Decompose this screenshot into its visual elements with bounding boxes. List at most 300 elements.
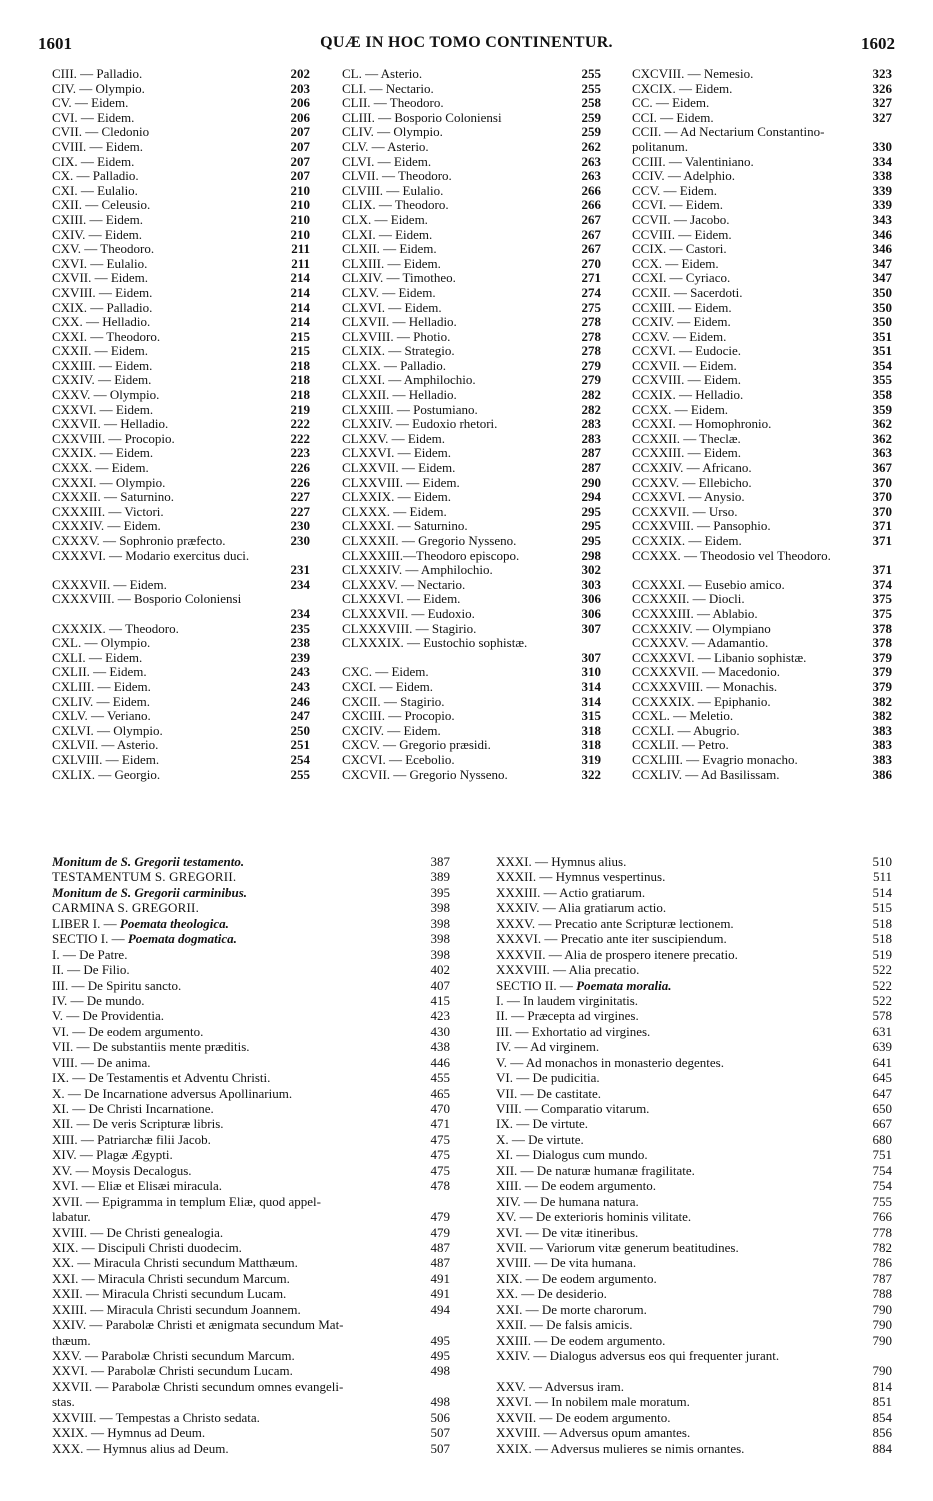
toc-entry-page: 222 bbox=[290, 430, 310, 446]
toc-entry-page: 479 bbox=[430, 1224, 450, 1240]
toc-entry-title: CXXXVI. — Modario exercitus duci. bbox=[52, 548, 250, 563]
toc-entry bbox=[632, 198, 892, 213]
toc-entry-page: 359 bbox=[872, 401, 892, 417]
toc-entry-page: 522 bbox=[872, 962, 892, 978]
toc-entry-page: 243 bbox=[290, 678, 310, 694]
toc-entry-page: 455 bbox=[430, 1070, 450, 1086]
toc-entry-title: CCXXX. — Theodosio vel Theodoro. bbox=[632, 548, 831, 563]
toc-entry bbox=[496, 1271, 892, 1286]
toc-entry-title: CLXXIII. — Postumiano. bbox=[342, 402, 478, 417]
toc-entry-page: 230 bbox=[290, 533, 310, 548]
toc-entry-page: 851 bbox=[872, 1394, 892, 1410]
toc-entry-page: 207 bbox=[290, 138, 310, 154]
toc-entry-page: 578 bbox=[872, 1008, 892, 1024]
toc-entry-page: 298 bbox=[581, 547, 601, 563]
toc-entry-title: XXXVII. — Alia de prospero itenere precatio. bbox=[496, 946, 738, 962]
toc-entry-title: CLXXXIV. — Amphilochio. bbox=[342, 563, 493, 578]
toc-entry bbox=[496, 1363, 892, 1378]
toc-entry bbox=[342, 680, 601, 695]
toc-entry-page: 346 bbox=[872, 241, 892, 257]
toc-entry-title: XIII. — De eodem argumento. bbox=[496, 1178, 657, 1194]
toc-entry-page: 307 bbox=[581, 620, 601, 636]
toc-entry-title: XV. — Moysis Decalogus. bbox=[52, 1162, 192, 1178]
toc-entry bbox=[342, 242, 601, 257]
toc-entry bbox=[632, 549, 892, 564]
toc-entry-title: XXXII. — Hymnus vespertinus. bbox=[496, 869, 666, 885]
toc-entry bbox=[496, 1394, 892, 1409]
toc-entry-title: CLXXXVIII. — Stagirio. bbox=[342, 621, 477, 636]
toc-entry bbox=[52, 1132, 450, 1147]
toc-entry-title: VI. — De eodem argumento. bbox=[52, 1023, 204, 1039]
toc-entry bbox=[496, 1055, 892, 1070]
toc-entry-page: 318 bbox=[581, 737, 601, 753]
toc-entry-title: CARMINA S. GREGORII. bbox=[52, 900, 200, 916]
toc-entry-page: 479 bbox=[430, 1209, 450, 1225]
toc-entry bbox=[632, 607, 892, 622]
toc-entry bbox=[342, 301, 601, 316]
toc-entry-title: CXIV. — Eidem. bbox=[52, 227, 143, 242]
toc-entry-title: CCXI. — Cyriaco. bbox=[632, 271, 731, 286]
toc-entry-title: XXVII. — Parabolæ Christi secundum omnes evangeli- bbox=[52, 1378, 344, 1394]
toc-entry-page: 507 bbox=[430, 1440, 450, 1456]
toc-entry-title: stas. bbox=[52, 1394, 75, 1410]
toc-entry bbox=[52, 388, 310, 403]
toc-entry bbox=[632, 228, 892, 243]
toc-entry bbox=[52, 242, 310, 257]
toc-entry bbox=[632, 373, 892, 388]
toc-entry-title: XVIII. — De vita humana. bbox=[496, 1255, 637, 1271]
toc-entry-page: 278 bbox=[581, 343, 601, 359]
toc-entry-title: CXXVIII. — Procopio. bbox=[52, 431, 175, 446]
toc-entry-title: CLXXXIII.—Theodoro episcopo. bbox=[342, 548, 520, 563]
toc-entry-page: 514 bbox=[872, 884, 892, 900]
toc-entry-title: CCXLIII. — Evagrio monacho. bbox=[632, 752, 798, 767]
toc-entry-page: 334 bbox=[872, 153, 892, 169]
toc-entry-page: 755 bbox=[872, 1193, 892, 1209]
toc-entry bbox=[342, 155, 601, 170]
toc-entry bbox=[632, 724, 892, 739]
toc-entry-page: 338 bbox=[872, 168, 892, 184]
toc-top-column-3 bbox=[632, 67, 892, 782]
toc-entry-title: labatur. bbox=[52, 1209, 91, 1225]
toc-entry-title: CLXXIV. — Eudoxio rhetori. bbox=[342, 417, 498, 432]
toc-entry-title: CCXIX. — Helladio. bbox=[632, 388, 744, 403]
toc-entry bbox=[342, 534, 601, 549]
toc-entry bbox=[342, 315, 601, 330]
toc-entry bbox=[632, 563, 892, 578]
toc-entry-page: 518 bbox=[872, 915, 892, 931]
toc-entry bbox=[342, 665, 601, 680]
toc-entry-title: XXIV. — Parabolæ Christi et ænigmata secundum Mat- bbox=[52, 1317, 344, 1333]
toc-entry-title: CXCIV. — Eidem. bbox=[342, 723, 441, 738]
toc-entry-page: 267 bbox=[581, 226, 601, 242]
toc-entry-page: 465 bbox=[430, 1085, 450, 1101]
toc-entry-page: 263 bbox=[581, 168, 601, 184]
toc-entry-page: 246 bbox=[290, 693, 310, 709]
toc-entry-title: CXLIV. — Eidem. bbox=[52, 694, 150, 709]
toc-entry-title: IX. — De virtute. bbox=[496, 1116, 589, 1132]
toc-entry bbox=[52, 228, 310, 243]
toc-entry-page: 210 bbox=[290, 197, 310, 213]
toc-entry bbox=[632, 432, 892, 447]
toc-entry-page: 475 bbox=[430, 1131, 450, 1147]
toc-entry-page: 327 bbox=[872, 95, 892, 111]
toc-entry-page: 226 bbox=[290, 460, 310, 476]
toc-entry-page: 487 bbox=[430, 1239, 450, 1255]
toc-entry bbox=[52, 1163, 450, 1178]
toc-entry-page: 751 bbox=[872, 1147, 892, 1163]
toc-entry bbox=[52, 1255, 450, 1270]
toc-entry-page: 778 bbox=[872, 1224, 892, 1240]
toc-entry-page: 398 bbox=[430, 931, 450, 947]
toc-entry-page: 306 bbox=[581, 591, 601, 607]
toc-entry-page: 379 bbox=[872, 649, 892, 665]
toc-entry bbox=[632, 96, 892, 111]
toc-entry-title: CL. — Asterio. bbox=[342, 67, 423, 81]
toc-entry-title: XXII. — De falsis amicis. bbox=[496, 1317, 633, 1333]
toc-entry-title: CCXXXIX. — Epiphanio. bbox=[632, 694, 771, 709]
toc-entry-title: CCI. — Eidem. bbox=[632, 110, 714, 125]
toc-entry bbox=[52, 549, 310, 564]
toc-entry-title bbox=[496, 1363, 834, 1378]
toc-entry bbox=[496, 1178, 892, 1193]
toc-entry-title: CLIX. — Theodoro. bbox=[342, 198, 449, 213]
toc-entry-page: 350 bbox=[872, 314, 892, 330]
toc-entry-page: 227 bbox=[290, 503, 310, 519]
toc-entry bbox=[496, 1101, 892, 1116]
toc-entry-page: 250 bbox=[290, 722, 310, 738]
toc-entry-title: XVII. — Epigramma in templum Eliæ, quod appel- bbox=[52, 1193, 321, 1209]
toc-entry-page: 203 bbox=[290, 80, 310, 96]
toc-entry-title: CVII. — Cledonio bbox=[52, 125, 150, 140]
toc-entry bbox=[496, 1116, 892, 1131]
toc-entry-page: 358 bbox=[872, 387, 892, 403]
toc-entry-page: 389 bbox=[430, 869, 450, 885]
toc-entry bbox=[52, 753, 310, 768]
toc-entry-title: CXXVI. — Eidem. bbox=[52, 402, 154, 417]
toc-entry-page: 522 bbox=[872, 992, 892, 1008]
toc-entry bbox=[52, 505, 310, 520]
toc-entry bbox=[52, 315, 310, 330]
toc-entry-page: 362 bbox=[872, 430, 892, 446]
toc-entry bbox=[632, 359, 892, 374]
toc-entry-page: 351 bbox=[872, 328, 892, 344]
toc-entry bbox=[52, 680, 310, 695]
toc-entry-title: CXLVIII. — Eidem. bbox=[52, 752, 160, 767]
running-header bbox=[38, 34, 895, 56]
toc-entry-page: 446 bbox=[430, 1054, 450, 1070]
toc-entry-title: V. — De Providentia. bbox=[52, 1008, 165, 1024]
toc-entry-title: XXVIII. — Tempestas a Christo sedata. bbox=[52, 1409, 260, 1425]
toc-entry-title: CLXVIII. — Photio. bbox=[342, 329, 451, 344]
toc-entry-page: 387 bbox=[430, 854, 450, 869]
toc-entry-title: CLIII. — Bosporio Coloniensi bbox=[342, 110, 502, 125]
toc-entry-title: CLV. — Asterio. bbox=[342, 139, 429, 154]
toc-entry bbox=[52, 709, 310, 724]
toc-entry-title: XXVI. — Parabolæ Christi secundum Lucam. bbox=[52, 1363, 293, 1379]
toc-entry bbox=[342, 330, 601, 345]
toc-entry bbox=[52, 578, 310, 593]
toc-entry-page: 262 bbox=[581, 138, 601, 154]
toc-entry bbox=[342, 184, 601, 199]
toc-entry-title: CLXXXVII. — Eudoxio. bbox=[342, 606, 475, 621]
toc-entry-title: CLXXIX. — Eidem. bbox=[342, 490, 452, 505]
toc-entry-page: 438 bbox=[430, 1039, 450, 1055]
toc-entry-title: CXL. — Olympio. bbox=[52, 636, 151, 651]
toc-entry-title: CCXXVII. — Urso. bbox=[632, 504, 738, 519]
toc-entry-title: CXXVII. — Helladio. bbox=[52, 417, 169, 432]
toc-entry bbox=[52, 993, 450, 1008]
toc-entry bbox=[52, 651, 310, 666]
toc-entry-title: VII. — De substantiis mente præditis. bbox=[52, 1039, 250, 1055]
toc-entry-title: CXCVIII. — Nemesio. bbox=[632, 67, 754, 81]
toc-entry bbox=[52, 978, 450, 993]
toc-entry bbox=[52, 67, 310, 82]
toc-entry bbox=[496, 962, 892, 977]
toc-entry bbox=[52, 768, 310, 783]
toc-entry bbox=[496, 993, 892, 1008]
toc-entry-title: CLXXI. — Amphilochio. bbox=[342, 373, 476, 388]
toc-entry bbox=[52, 636, 310, 651]
toc-entry bbox=[342, 651, 601, 666]
toc-entry bbox=[496, 1147, 892, 1162]
toc-entry-title: CCXXXIII. — Ablabio. bbox=[632, 606, 758, 621]
toc-entry-page: 339 bbox=[872, 182, 892, 198]
toc-entry bbox=[496, 869, 892, 884]
toc-entry-title: CCXLI. — Abugrio. bbox=[632, 723, 740, 738]
toc-entry-page: 786 bbox=[872, 1255, 892, 1271]
toc-entry-page: 218 bbox=[290, 372, 310, 388]
toc-entry bbox=[52, 622, 310, 637]
toc-entry-page: 402 bbox=[430, 962, 450, 978]
toc-entry bbox=[342, 505, 601, 520]
toc-entry bbox=[496, 1240, 892, 1255]
toc-entry-title: CCX. — Eidem. bbox=[632, 256, 719, 271]
toc-entry bbox=[52, 1317, 450, 1332]
toc-entry-page: 423 bbox=[430, 1008, 450, 1024]
toc-entry bbox=[496, 1225, 892, 1240]
toc-entry bbox=[52, 1333, 450, 1348]
toc-entry-page: 251 bbox=[290, 737, 310, 753]
toc-entry bbox=[52, 1286, 450, 1301]
toc-entry bbox=[52, 738, 310, 753]
toc-entry-page: 854 bbox=[872, 1409, 892, 1425]
toc-entry-title: CLXXXI. — Saturnino. bbox=[342, 519, 468, 534]
toc-entry-page: 279 bbox=[581, 372, 601, 388]
toc-entry-title: CXXX. — Eidem. bbox=[52, 461, 149, 476]
toc-entry-title: CXXII. — Eidem. bbox=[52, 344, 149, 359]
toc-entry-page: 214 bbox=[290, 284, 310, 300]
toc-entry-page: 382 bbox=[872, 708, 892, 724]
toc-entry bbox=[52, 461, 310, 476]
toc-entry bbox=[496, 1070, 892, 1085]
toc-entry bbox=[52, 885, 450, 900]
toc-entry-title: XI. — Dialogus cum mundo. bbox=[496, 1147, 648, 1163]
toc-entry-page: 270 bbox=[581, 255, 601, 271]
toc-entry-title: XXI. — Miracula Christi secundum Marcum. bbox=[52, 1270, 290, 1286]
toc-entry-page: 283 bbox=[581, 430, 601, 446]
toc-entry-title: CXV. — Theodoro. bbox=[52, 242, 155, 257]
toc-entry-title: CXLII. — Eidem. bbox=[52, 665, 147, 680]
toc-entry-page: 307 bbox=[581, 649, 601, 665]
toc-entry-title: CXII. — Celeusio. bbox=[52, 198, 151, 213]
toc-entry-title: CXLIII. — Eidem. bbox=[52, 679, 151, 694]
toc-entry-page: 347 bbox=[872, 270, 892, 286]
toc-entry-title: CXX. — Helladio. bbox=[52, 315, 151, 330]
toc-entry-title: XIV. — Plagæ Ægypti. bbox=[52, 1147, 173, 1163]
toc-entry-page: 347 bbox=[872, 255, 892, 271]
toc-entry bbox=[496, 854, 892, 869]
toc-entry bbox=[342, 578, 601, 593]
toc-entry-page: 491 bbox=[430, 1270, 450, 1286]
toc-entry bbox=[632, 213, 892, 228]
toc-entry-page: 374 bbox=[872, 576, 892, 592]
toc-entry-page: 343 bbox=[872, 211, 892, 227]
toc-entry-title: CLVII. — Theodoro. bbox=[342, 169, 452, 184]
toc-entry-page: 214 bbox=[290, 314, 310, 330]
toc-entry bbox=[52, 125, 310, 140]
toc-entry-page: 282 bbox=[581, 387, 601, 403]
toc-entry-title: CXCII. — Stagirio. bbox=[342, 694, 445, 709]
toc-entry-title: CCXV. — Eidem. bbox=[632, 329, 727, 344]
toc-entry bbox=[342, 768, 601, 783]
toc-entry-page: 255 bbox=[290, 766, 310, 782]
toc-entry-title: I. — De Patre. bbox=[52, 946, 128, 962]
toc-entry-title: SECTIO I. — Poemata dogmatica. bbox=[52, 931, 237, 947]
toc-entry-page: 247 bbox=[290, 708, 310, 724]
toc-entry-page: 290 bbox=[581, 474, 601, 490]
toc-entry bbox=[496, 1209, 892, 1224]
toc-entry bbox=[52, 1240, 450, 1255]
toc-entry-title: CXC. — Eidem. bbox=[342, 665, 429, 680]
toc-entry-title: XXX. — Hymnus alius ad Deum. bbox=[52, 1440, 229, 1456]
toc-entry-title: CLXII. — Eidem. bbox=[342, 242, 437, 257]
toc-entry bbox=[52, 1302, 450, 1317]
toc-entry-page: 386 bbox=[872, 766, 892, 782]
toc-entry-title: CVIII. — Eidem. bbox=[52, 139, 143, 154]
toc-entry-title: XXIX. — Adversus mulieres se nimis ornantes. bbox=[496, 1440, 745, 1456]
toc-entry-title: CXI. — Eulalio. bbox=[52, 183, 138, 198]
toc-entry bbox=[52, 1209, 450, 1224]
toc-entry-title: CCXXXIV. — Olympiano bbox=[632, 621, 771, 636]
toc-entry-title: CCIX. — Castori. bbox=[632, 242, 727, 257]
toc-entry-page bbox=[597, 636, 601, 651]
toc-entry-title: VII. — De castitate. bbox=[496, 1085, 602, 1101]
toc-entry bbox=[496, 1024, 892, 1039]
toc-entry-title: CXLVII. — Asterio. bbox=[52, 738, 159, 753]
toc-entry bbox=[632, 476, 892, 491]
toc-entry bbox=[52, 476, 310, 491]
toc-entry bbox=[342, 111, 601, 126]
toc-entry bbox=[632, 446, 892, 461]
toc-entry-page: 315 bbox=[581, 708, 601, 724]
toc-entry-title: CXXI. — Theodoro. bbox=[52, 329, 161, 344]
toc-entry-title: CIX. — Eidem. bbox=[52, 154, 135, 169]
toc-entry bbox=[342, 709, 601, 724]
toc-entry bbox=[52, 869, 450, 884]
toc-entry-title: CCXXXVIII. — Monachis. bbox=[632, 679, 778, 694]
toc-entry-title: CCXXV. — Ellebicho. bbox=[632, 475, 752, 490]
toc-entry bbox=[52, 111, 310, 126]
toc-entry-page: 226 bbox=[290, 474, 310, 490]
toc-entry-page: 258 bbox=[581, 95, 601, 111]
toc-entry bbox=[496, 1302, 892, 1317]
toc-entry-title: XXV. — Adversus iram. bbox=[496, 1378, 624, 1394]
toc-entry-title: CLXXVII. — Eidem. bbox=[342, 461, 456, 476]
toc-entry-page: 314 bbox=[581, 693, 601, 709]
toc-entry-title: CXLIX. — Georgio. bbox=[52, 767, 161, 782]
toc-entry-page: 398 bbox=[430, 915, 450, 931]
toc-entry-title bbox=[632, 563, 869, 578]
toc-entry-title: CXCIII. — Procopio. bbox=[342, 709, 455, 724]
toc-entry bbox=[496, 1348, 892, 1363]
toc-entry-page: 639 bbox=[872, 1039, 892, 1055]
toc-entry-page: 255 bbox=[581, 66, 601, 81]
toc-entry bbox=[52, 1008, 450, 1023]
toc-entry bbox=[342, 213, 601, 228]
toc-entry-title: CCII. — Ad Nectarium Constantino- bbox=[632, 125, 825, 140]
toc-entry-title: V. — Ad monachos in monasterio degentes. bbox=[496, 1054, 724, 1070]
toc-entry bbox=[342, 519, 601, 534]
toc-entry-title: XXVI. — In nobilem male moratum. bbox=[496, 1394, 690, 1410]
toc-entry-page: 323 bbox=[872, 66, 892, 81]
toc-entry-page: 478 bbox=[430, 1178, 450, 1194]
toc-entry-page: 287 bbox=[581, 460, 601, 476]
toc-entry-page: 788 bbox=[872, 1286, 892, 1302]
toc-entry bbox=[632, 403, 892, 418]
toc-entry-page: 223 bbox=[290, 445, 310, 461]
toc-entry-page: 370 bbox=[872, 474, 892, 490]
toc-entry-page: 407 bbox=[430, 977, 450, 993]
toc-entry bbox=[632, 257, 892, 272]
toc-bottom-column-1 bbox=[52, 854, 450, 1456]
toc-entry-page: 219 bbox=[290, 401, 310, 417]
toc-entry-title: CCXVIII. — Eidem. bbox=[632, 373, 742, 388]
toc-entry-page: 650 bbox=[872, 1101, 892, 1116]
toc-entry-title: CLXXXVI. — Eidem. bbox=[342, 592, 461, 607]
toc-entry-title: CCXXXI. — Eusebio amico. bbox=[632, 577, 785, 592]
toc-entry bbox=[52, 519, 310, 534]
toc-entry bbox=[52, 373, 310, 388]
toc-entry bbox=[632, 636, 892, 651]
toc-entry-page: 275 bbox=[581, 299, 601, 315]
toc-entry-title: IV. — Ad virginem. bbox=[496, 1039, 600, 1055]
toc-entry-page: 243 bbox=[290, 664, 310, 680]
toc-entry-page: 207 bbox=[290, 153, 310, 169]
toc-entry-page: 231 bbox=[290, 562, 310, 578]
toc-entry-title: CXXXII. — Saturnino. bbox=[52, 490, 175, 505]
toc-entry-page: 202 bbox=[290, 66, 310, 81]
toc-entry-title: II. — Præcepta ad virgines. bbox=[496, 1008, 639, 1024]
toc-entry-page: 227 bbox=[290, 489, 310, 505]
toc-entry-page: 375 bbox=[872, 605, 892, 621]
toc-entry-page: 790 bbox=[872, 1363, 892, 1379]
toc-entry-page: 319 bbox=[581, 751, 601, 767]
toc-entry-title: XIX. — Discipuli Christi duodecim. bbox=[52, 1239, 242, 1255]
toc-entry-title: CLXXXIX. — Eustochio sophistæ. bbox=[342, 636, 528, 651]
toc-entry-title: CXXIX. — Eidem. bbox=[52, 446, 154, 461]
toc-entry-title: XIII. — Patriarchæ filii Jacob. bbox=[52, 1131, 211, 1147]
toc-entry-page: 790 bbox=[872, 1332, 892, 1348]
toc-entry-page: 327 bbox=[872, 109, 892, 125]
toc-entry-title: CCXXXII. — Diocli. bbox=[632, 592, 745, 607]
toc-entry-page: 271 bbox=[581, 270, 601, 286]
toc-entry-page: 506 bbox=[430, 1409, 450, 1425]
toc-entry-page: 207 bbox=[290, 124, 310, 140]
toc-entry-page bbox=[306, 549, 310, 564]
toc-entry-page: 522 bbox=[872, 977, 892, 993]
toc-entry-title: CLXXVIII. — Eidem. bbox=[342, 475, 460, 490]
